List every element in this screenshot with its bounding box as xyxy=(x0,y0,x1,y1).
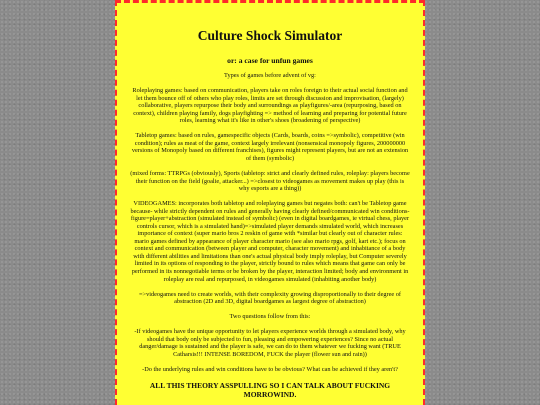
paragraph-tabletop: Tabletop games: based on rules, gamespecific objects (Cards, boards, coins =>symbolic), competitive (win condition); rules as meat of the game, context largely irrelevant (nonsensical monopoly figures, 200000000 versions of Monopoly based on different franchises), figures might represent players, but are not an extension of them (symbolic) xyxy=(131,132,409,162)
paragraph-questions-intro: Two questions follow from this: xyxy=(229,313,311,321)
paragraph-videogames: VIDEOGAMES: incorporates both tabletop and roleplaying games but negates both: can't be Tabletop game because- while strictly dependent on rules and generally having clearly defined/communicated win conditions- figure=player+abstraction (simulated instead of symbolic) (even in digital boardgames, ie virtual chess, player controls cursor, which is a simulated hand)=>simulated player demands simulated world, which increases importance of context (super mario bros 2 reskin of game with *similar but clearly out of character rules: mario games defined by appearance of player character mario (see also mario rpgs, golf, kart etc.); focus on context and communication (between player and computer, character movement) and inhabitance of a body with different abilities and limitations than one's actual physical body imply roleplay, but Computer severely limited in its options of responding to the player, strictly bound to rules which means that game can only be performed in its nonnegotiable terms or be broken by the player, interaction limited; body and environment in roleplay are real and repurposed, in videogames simulated (inhabiting another body) xyxy=(130,200,410,283)
paragraph-question-two: -Do the underlying rules and win conditions have to be obvious? What can be achieved if they aren't? xyxy=(142,365,398,373)
article xyxy=(117,28,423,399)
closing-statement: ALL THIS THEORY ASSPULLING SO I CAN TALK ABOUT FUCKING MORROWIND. xyxy=(149,381,391,399)
paragraph-question-one: -If videogames have the unique opportunity to let players experience worlds through a simulated body, why should that body only be subjected to fun, pleasing and empowering experiences? Since no actual danger/damage is sustained and the player is safe, we can do to them whatever we fucking want (TRUE Catharsis!!! INTENSE BOREDOM, FUCK the player (flower sun and rain)) xyxy=(134,328,406,358)
page-column xyxy=(115,0,425,405)
page-title: Culture Shock Simulator xyxy=(197,28,343,43)
page-subtitle: or: a case for unfun games xyxy=(227,56,313,65)
paragraph-roleplaying: Roleplaying games: based on communication, players take on roles foreign to their actual social function and let them bounce off of others who play roles, limits are set through discussion and improvisation, (largely) collaborative, players repurpose their body and surroundings as playfigures/-area (repurposing, based on context), children playing family, dogs playfighting => method of learning and preparing for potential future roles, learning what it's like in other's shoes (broadening of perspective) xyxy=(132,87,408,125)
paragraph-types-intro: Types of games before advent of vg: xyxy=(224,72,316,79)
paragraph-mixed-forms: (mixed forms: TTRPGs (obviously), Sports (tabletop: strict and clearly defined rules, roleplay: players become their function on the field (goalie, attacker...) =>closest to videogames as movement makes up play (this is why esports are a thing)) xyxy=(130,169,410,193)
paragraph-worlds: =>videogames need to create worlds, with their complexity growing disproportionally to their degree of abstraction (2D and 3D, digital boardgames as largest degree of abstraction) xyxy=(138,290,402,306)
